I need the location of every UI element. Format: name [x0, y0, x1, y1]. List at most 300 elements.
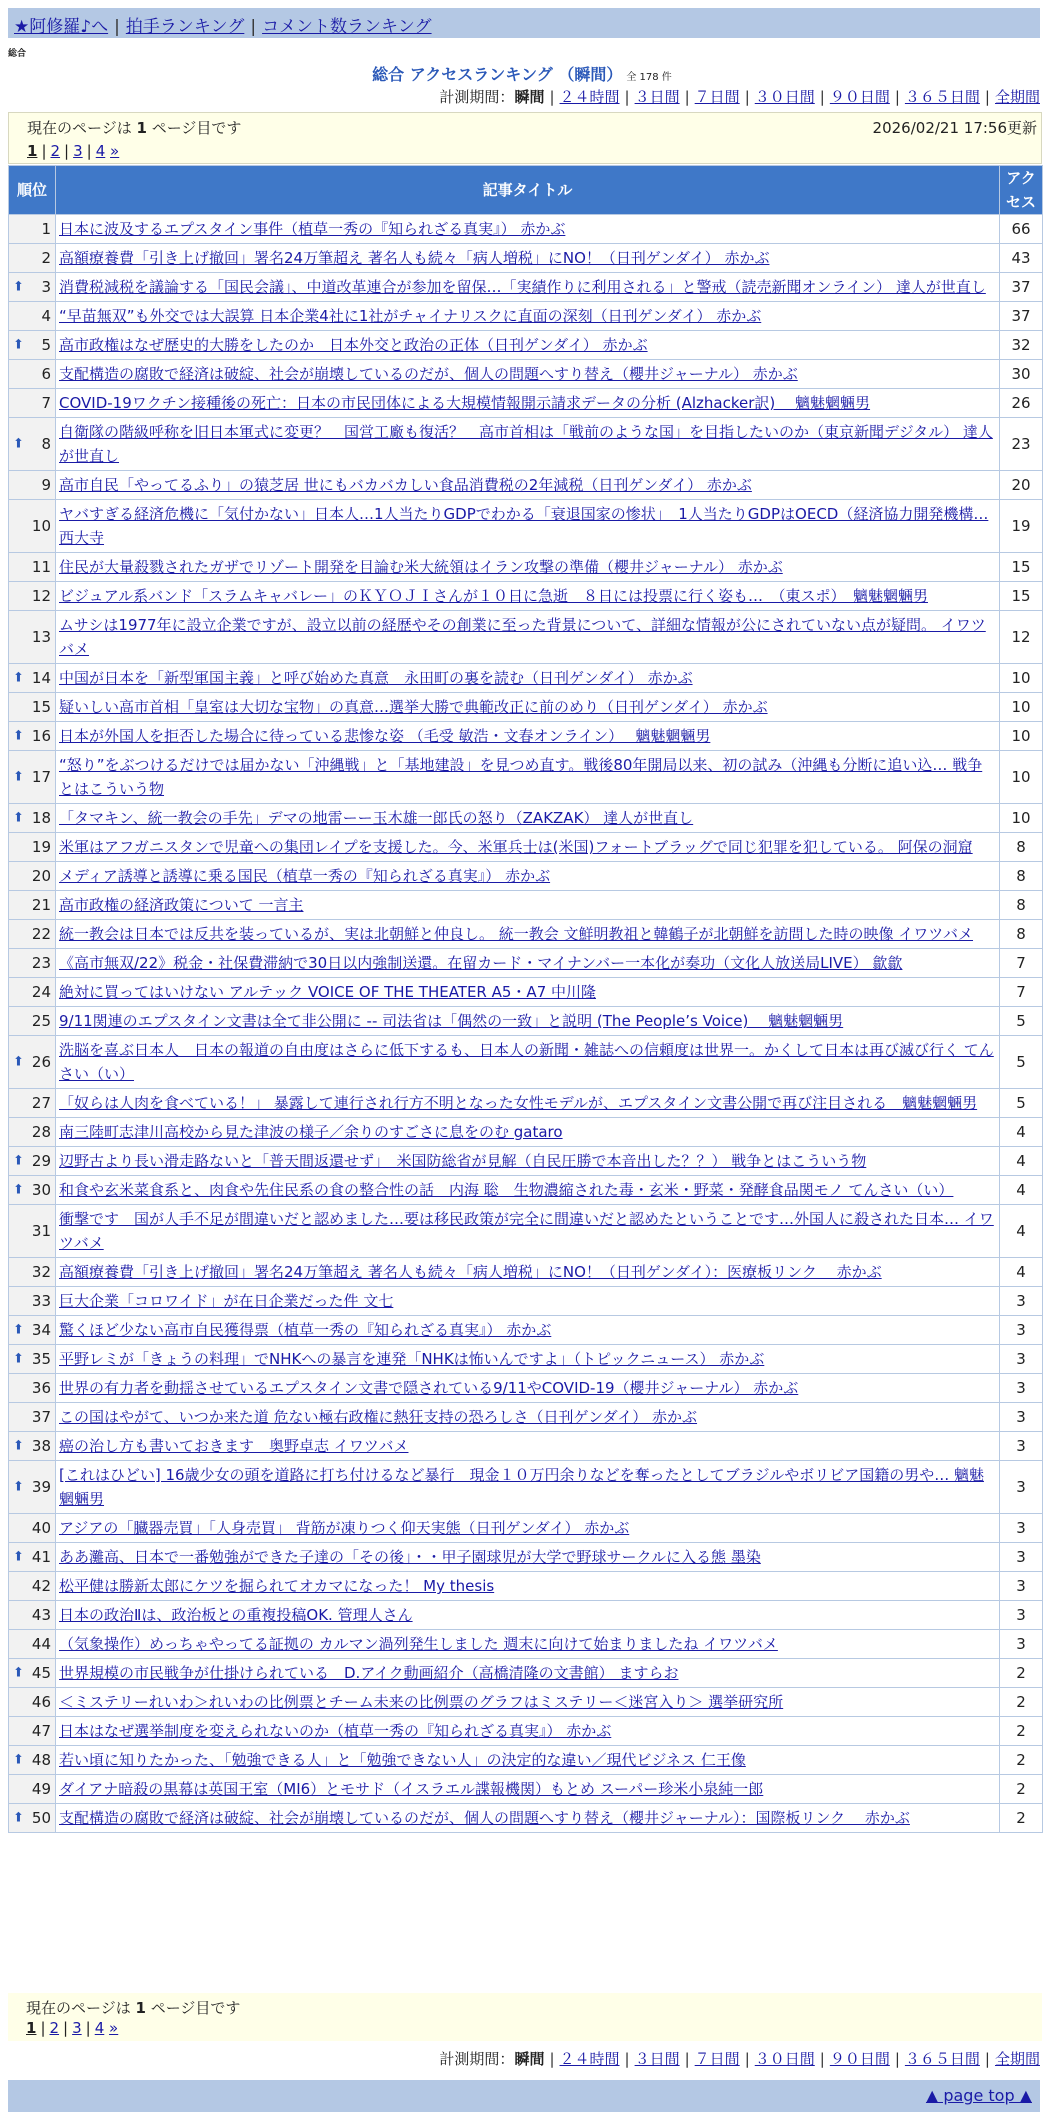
rank-cell [9, 418, 56, 471]
access-count: 3 [1000, 1403, 1043, 1432]
table-row [9, 582, 1043, 611]
rank-cell [9, 862, 56, 891]
rank-up-icon: ⬆ [13, 1322, 24, 1338]
title-cell [56, 360, 1000, 389]
rank-cell [9, 693, 56, 722]
title-cell [56, 1176, 1000, 1205]
rank-number: 47 [31, 1722, 51, 1740]
rank-number: 7 [41, 394, 51, 412]
rank-number: 16 [31, 727, 51, 745]
title-cell [56, 215, 1000, 244]
access-count: 10 [1000, 804, 1043, 833]
rank-cell [9, 1804, 56, 1833]
table-row [9, 722, 1043, 751]
period-label: 計測期間： [439, 2050, 515, 2068]
article-link[interactable]: 和食や玄米菜食系と、肉食や先住民系の食の整合性の話 内海 聡 生物濃縮された毒・玄米・野菜・発酵食品関モノ てんさい（い） [59, 1181, 954, 1199]
title-cell [56, 611, 1000, 664]
access-count: 3 [1000, 1543, 1043, 1572]
article-link[interactable]: 統一教会は日本では反共を装っているが、実は北朝鮮と仲良し。 統一教会 文鮮明教祖と韓鶴子が北朝鮮を訪問した時の映像 イワツバメ [59, 925, 974, 943]
article-link[interactable]: 南三陸町志津川高校から見た津波の様子／余りのすごさに息をのむ gataro [59, 1123, 563, 1141]
table-row [9, 978, 1043, 1007]
table-row [9, 751, 1043, 804]
rank-cell [9, 1659, 56, 1688]
access-count: 2 [1000, 1775, 1043, 1804]
article-link[interactable]: 支配構造の腐敗で経済は破綻、社会が崩壊しているのだが、個人の問題へすり替え（櫻井ジャーナル）：国際板リンク 赤かぶ [59, 1809, 910, 1827]
title-cell [56, 1287, 1000, 1316]
footer-bar [8, 2080, 1040, 2112]
table-row [9, 1316, 1043, 1345]
page-link[interactable]: 3 [72, 2019, 82, 2037]
article-link[interactable]: 自衛隊の階級呼称を旧日本軍式に変更？ 国営工廠も復活？ 高市首相は「戦前のような国」を目指したいのか（東京新聞デジタル） 達人が世直し [59, 423, 993, 465]
article-link[interactable]: 若い頃に知りたかった、「勉強できる人」と「勉強できない人」の決定的な違い／現代ビジネス 仁王像 [59, 1751, 746, 1769]
rank-number: 50 [31, 1809, 51, 1827]
section-tag: 総合 [8, 49, 27, 59]
table-row [9, 302, 1043, 331]
separator: | [984, 2050, 990, 2068]
article-link[interactable]: 「タマキン、統一教会の手先」デマの地雷ーー玉木雄一郎氏の怒り（ZAKZAK） 達人が世直し [59, 809, 694, 827]
title-cell [56, 751, 1000, 804]
table-row [9, 1205, 1043, 1258]
rank-cell [9, 1176, 56, 1205]
title-cell [56, 1205, 1000, 1258]
access-count: 37 [1000, 302, 1043, 331]
rank-number: 31 [31, 1222, 51, 1240]
rank-header: 順位 [9, 166, 56, 215]
table-row [9, 1601, 1043, 1630]
article-link[interactable]: ビジュアル系バンド「スラムキャバレー」のＫＹＯＪＩさんが１０日に急逝 ８日には投票に行く姿も… （東スポ） 魑魅魍魎男 [59, 587, 928, 605]
table-row [9, 215, 1043, 244]
article-link[interactable]: 衝撃です 国が人手不足が間違いだと認めました…要は移民政策が完全に間違いだと認めたということです…外国人に殺された日本… イワツバメ [59, 1210, 994, 1252]
pagination-bottom [26, 2019, 118, 2037]
period-option[interactable]: ９０日間 [829, 2050, 890, 2068]
access-count: 3 [1000, 1316, 1043, 1345]
rank-number: 14 [31, 669, 51, 687]
rank-number: 26 [31, 1053, 51, 1071]
rank-up-icon: ⬆ [13, 1054, 24, 1070]
article-link[interactable]: 「奴らは人肉を食べている！」 暴露して連行され行方不明となった女性モデルが、エプスタイン文書公開で再び注目される 魑魅魍魎男 [59, 1094, 978, 1112]
access-count: 3 [1000, 1630, 1043, 1659]
rank-cell [9, 1543, 56, 1572]
article-link[interactable]: アジアの「臓器売買」「人身売買」 背筋が凍りつく仰天実態（日刊ゲンダイ） 赤かぶ [59, 1519, 630, 1537]
rank-cell [9, 1514, 56, 1543]
updated-time: 2026/02/21 17:56更新 [872, 119, 1037, 137]
table-row [9, 1118, 1043, 1147]
rank-number: 34 [31, 1321, 51, 1339]
access-count: 10 [1000, 693, 1043, 722]
article-link[interactable]: ああ灘高、日本で一番勉強ができた子達の「その後」・・甲子園球児が大学で野球サークルに入る態 墨染 [59, 1548, 761, 1566]
rank-cell [9, 722, 56, 751]
article-link[interactable]: 日本の政治Ⅱは、政治板との重複投稿OK. 管理人さん [59, 1606, 413, 1624]
rank-number: 21 [31, 896, 51, 914]
access-count: 37 [1000, 273, 1043, 302]
access-count: 26 [1000, 389, 1043, 418]
rank-cell [9, 611, 56, 664]
article-link[interactable]: 日本はなぜ選挙制度を変えられないのか（植草一秀の『知られざる真実』） 赤かぶ [59, 1722, 612, 1740]
rank-cell [9, 1118, 56, 1147]
home-link[interactable]: ★阿修羅♪へ [14, 17, 109, 37]
table-row [9, 1717, 1043, 1746]
article-link[interactable]: 支配構造の腐敗で経済は破綻、社会が崩壊しているのだが、個人の問題へすり替え（櫻井ジャーナル） 赤かぶ [59, 365, 798, 383]
page-link[interactable]: 2 [50, 142, 61, 160]
table-header [9, 166, 1043, 215]
rank-up-icon: ⬆ [13, 670, 24, 686]
access-count: 5 [1000, 1089, 1043, 1118]
separator: | [85, 2019, 91, 2037]
article-link[interactable]: 辺野古より長い滑走路ないと「普天間返還せず」 米国防総省が見解（自民圧勝で本音出した？？） 戦争とはこういう物 [59, 1152, 867, 1170]
separator: | [63, 2019, 69, 2037]
period-option[interactable]: ３６５日間 [904, 2050, 980, 2068]
title-cell [56, 978, 1000, 1007]
rank-cell [9, 1205, 56, 1258]
access-count: 8 [1000, 862, 1043, 891]
page-info-top [8, 112, 1042, 164]
title-cell [56, 389, 1000, 418]
table-row [9, 553, 1043, 582]
access-count: 2 [1000, 1746, 1043, 1775]
title-cell [56, 1007, 1000, 1036]
access-count: 3 [1000, 1572, 1043, 1601]
table-row [9, 1345, 1043, 1374]
period-selector-bottom [439, 2048, 1040, 2069]
separator: | [64, 142, 70, 160]
title-cell [56, 862, 1000, 891]
next-page-link[interactable]: » [110, 142, 120, 160]
table-row [9, 1514, 1043, 1543]
article-link[interactable]: メディア誘導と誘導に乗る国民（植草一秀の『知られざる真実』） 赤かぶ [59, 867, 551, 885]
period-label: 計測期間： [439, 88, 515, 106]
period-option[interactable]: ２４時間 [559, 88, 620, 106]
access-count: 2 [1000, 1659, 1043, 1688]
access-count: 5 [1000, 1007, 1043, 1036]
rank-number: 42 [31, 1577, 51, 1595]
article-link[interactable]: 疑いしい高市首相「皇室は大切な宝物」の真意…選挙大勝で典範改正に前のめり（日刊ゲンダイ） 赤かぶ [59, 698, 768, 716]
period-selector-top [439, 86, 1040, 107]
rank-up-icon: ⬆ [13, 279, 24, 295]
separator: | [684, 2050, 690, 2068]
rank-cell [9, 664, 56, 693]
table-row [9, 1659, 1043, 1688]
table-row [9, 1688, 1043, 1717]
access-count: 4 [1000, 1205, 1043, 1258]
access-count: 19 [1000, 500, 1043, 553]
title-cell [56, 1345, 1000, 1374]
current-page-text: 現在のページは 1 ページ目です [26, 1999, 241, 2017]
article-link[interactable]: 驚くほど少ない高市自民獲得票（植草一秀の『知られざる真実』） 赤かぶ [59, 1321, 552, 1339]
article-link[interactable]: 癌の治し方も書いておきます 奥野卓志 イワツバメ [59, 1437, 409, 1455]
article-link[interactable]: COVID-19ワクチン接種後の死亡：日本の市民団体による大規模情報開示請求データの分析 (Alzhacker訳) 魑魅魍魎男 [59, 394, 871, 412]
article-link[interactable]: ヤバすぎる経済危機に「気付かない」日本人…1人当たりGDPでわかる「衰退国家の惨状」 1人当たりGDPはOECD（経済協力開発機構… 西大寺 [59, 505, 989, 547]
page-link[interactable]: 4 [95, 142, 106, 160]
period-option[interactable]: ２４時間 [559, 2050, 620, 2068]
rank-number: 37 [31, 1408, 51, 1426]
separator: | [40, 2019, 46, 2037]
rank-cell [9, 1432, 56, 1461]
article-link[interactable]: ダイアナ暗殺の黒幕は英国王室（MI6）とモサド（イスラエル諜報機関）もとめ スーパー珍米小泉純一郎 [59, 1780, 764, 1798]
page-link[interactable]: 3 [73, 142, 83, 160]
title-header: 記事タイトル [56, 166, 1000, 215]
table-row [9, 1746, 1043, 1775]
article-link[interactable]: 平野レミが「きょうの料理」でNHKへの暴言を連発「NHKは怖いんですよ」（トピックニュース） 赤かぶ [59, 1350, 765, 1368]
table-row [9, 664, 1043, 693]
table-row [9, 693, 1043, 722]
current-page: 1 [27, 142, 38, 160]
period-option[interactable]: ３０日間 [754, 2050, 815, 2068]
access-count: 4 [1000, 1147, 1043, 1176]
top-nav-bar [8, 8, 1040, 38]
table-row [9, 500, 1043, 553]
page-top-link[interactable]: ▲ page top ▲ [925, 2086, 1032, 2105]
rank-number: 29 [31, 1152, 51, 1170]
article-link[interactable]: 住民が大量殺戮されたガザでリゾート開発を目論む米大統領はイラン攻撃の準備（櫻井ジャーナル） 赤かぶ [59, 558, 783, 576]
rank-number: 22 [31, 925, 51, 943]
page-link[interactable]: 2 [49, 2019, 60, 2037]
article-link[interactable]: [これはひどい] 16歳少女の頭を道路に打ち付けるなど暴行 現金１０万円余りなどを奪ったとしてブラジルやボリビア国籍の男や… 魑魅魍魎男 [59, 1466, 984, 1508]
period-option[interactable]: ９０日間 [829, 88, 890, 106]
table-row [9, 1374, 1043, 1403]
access-count: 3 [1000, 1374, 1043, 1403]
rank-up-icon: ⬆ [13, 337, 24, 353]
article-link[interactable]: “早苗無双”も外交では大誤算 日本企業4社に1社がチャイナリスクに直面の深刻（日刊ゲンダイ） 赤かぶ [59, 307, 762, 325]
article-link[interactable]: 松平健は勝新太郎にケツを掘られてオカマになった！ My thesis [59, 1577, 495, 1595]
separator: | [41, 142, 47, 160]
rank-up-icon: ⬆ [13, 1665, 24, 1681]
article-link[interactable]: ムサシは1977年に設立企業ですが、設立以前の経歴やその創業に至った背景について、詳細な情報が公にされていない点が疑問。 イワツバメ [59, 616, 986, 658]
article-link[interactable]: 消費税減税を議論する「国民会議」、中道改革連合が参加を留保…「実績作りに利用される」と警戒（読売新聞オンライン） 達人が世直し [59, 278, 986, 296]
period-option[interactable]: ７日間 [694, 2050, 740, 2068]
rank-cell [9, 1089, 56, 1118]
article-link[interactable]: 巨大企業「コロワイド」が在日企業だった件 文七 [59, 1292, 394, 1310]
title-cell [56, 244, 1000, 273]
title-cell [56, 582, 1000, 611]
access-count: 12 [1000, 611, 1043, 664]
rank-number: 28 [31, 1123, 51, 1141]
article-link[interactable]: 日本が外国人を拒否した場合に待っている悲惨な姿 （毛受 敏浩・文春オンライン） 魑魅魍魎男 [59, 727, 711, 745]
title-cell [56, 1659, 1000, 1688]
period-option[interactable]: ３６５日間 [904, 88, 980, 106]
period-option[interactable]: ３日間 [634, 2050, 680, 2068]
title-cell [56, 1514, 1000, 1543]
rank-number: 13 [31, 628, 51, 646]
title-cell [56, 1572, 1000, 1601]
table-row [9, 244, 1043, 273]
table-row [9, 471, 1043, 500]
article-link[interactable]: 洗脳を喜ぶ日本人 日本の報道の自由度はさらに低下するも、日本人の新聞・雑誌への信頼度は世界一。かくして日本は再び滅び行く てんさい（い） [59, 1041, 994, 1083]
page-link[interactable]: 4 [94, 2019, 105, 2037]
rank-cell [9, 244, 56, 273]
article-link[interactable]: この国はやがて、いつか来た道 危ない極右政権に熱狂支持の恐ろしさ（日刊ゲンダイ） 赤かぶ [59, 1408, 698, 1426]
rank-number: 39 [31, 1478, 51, 1496]
rank-up-icon: ⬆ [13, 1479, 24, 1495]
rank-number: 20 [31, 867, 51, 885]
access-count: 8 [1000, 833, 1043, 862]
rank-number: 44 [31, 1635, 51, 1653]
access-count: 2 [1000, 1717, 1043, 1746]
rank-cell [9, 949, 56, 978]
rank-number: 41 [31, 1548, 51, 1566]
rank-cell [9, 1601, 56, 1630]
rank-cell [9, 1630, 56, 1659]
article-link[interactable]: 高市政権の経済政策について 一言主 [59, 896, 304, 914]
access-count: 15 [1000, 582, 1043, 611]
rank-cell [9, 1374, 56, 1403]
rank-cell [9, 389, 56, 418]
rank-number: 4 [41, 307, 51, 325]
access-count: 7 [1000, 949, 1043, 978]
period-option[interactable]: 全期間 [994, 2050, 1040, 2068]
rank-cell [9, 1007, 56, 1036]
period-option: 瞬間 [514, 88, 545, 106]
item-count: 全 178 件 [626, 72, 672, 83]
title-cell [56, 273, 1000, 302]
rank-cell [9, 1572, 56, 1601]
rank-cell [9, 331, 56, 360]
article-link[interactable]: 日本に波及するエプスタイン事件（植草一秀の『知られざる真実』） 赤かぶ [59, 220, 566, 238]
article-link[interactable]: “怒り”をぶつけるだけでは届かない「沖縄戦」と「基地建設」を見つめ直す。戦後80年開局以来、初の試み（沖縄も分断に追い込… 戦争とはこういう物 [59, 756, 983, 798]
title-cell [56, 1374, 1000, 1403]
access-count: 10 [1000, 751, 1043, 804]
separator: | [684, 88, 690, 106]
rank-number: 40 [31, 1519, 51, 1537]
title-cell [56, 1118, 1000, 1147]
rank-cell [9, 582, 56, 611]
rank-number: 45 [31, 1664, 51, 1682]
rank-cell [9, 1147, 56, 1176]
access-count: 2 [1000, 1688, 1043, 1717]
article-link[interactable]: 世界の有力者を動揺させているエプスタイン文書で隠されている9/11やCOVID-19（櫻井ジャーナル） 赤かぶ [59, 1379, 799, 1397]
access-count: 5 [1000, 1036, 1043, 1089]
separator: | [114, 17, 120, 37]
table-row [9, 833, 1043, 862]
article-link[interactable]: 《高市無双/22》税金・社保費滞納で30日以内強制送還。在留カード・マイナンバー一本化が奏功（文化人放送局LIVE） 歙歙 [59, 954, 903, 972]
rank-number: 6 [41, 365, 51, 383]
rank-cell [9, 1403, 56, 1432]
access-count: 3 [1000, 1461, 1043, 1514]
ranking-table [8, 165, 1043, 1833]
title-cell [56, 331, 1000, 360]
article-link[interactable]: 絶対に買ってはいけない アルテック VOICE OF THE THEATER A5・A7 中川隆 [59, 983, 596, 1001]
table-row [9, 862, 1043, 891]
rank-cell [9, 978, 56, 1007]
access-count: 8 [1000, 891, 1043, 920]
article-link[interactable]: 米軍はアフガニスタンで児童への集団レイプを支援した。今、米軍兵士は(米国)フォートブラッグで同じ犯罪を犯している。 阿保の洞窟 [59, 838, 973, 856]
table-row [9, 891, 1043, 920]
article-link[interactable]: （気象操作）めっちゃやってる証拠の カルマン渦列発生しました 週末に向けて始まりましたね イワツバメ [59, 1635, 778, 1653]
table-row [9, 389, 1043, 418]
rank-cell [9, 833, 56, 862]
article-link[interactable]: 高額療養費「引き上げ撤回」署名24万筆超え 著名人も続々「病人増税」にNO！（日刊ゲンダイ）：医療板リンク 赤かぶ [59, 1263, 882, 1281]
rank-cell [9, 302, 56, 331]
separator: | [984, 88, 990, 106]
table-row [9, 360, 1043, 389]
table-row [9, 1775, 1043, 1804]
separator: | [549, 2050, 555, 2068]
period-option[interactable]: 全期間 [994, 88, 1040, 106]
access-count: 20 [1000, 471, 1043, 500]
clap-ranking-link[interactable]: 拍手ランキング [125, 17, 245, 37]
article-link[interactable]: ＜ミステリーれいわ＞れいわの比例票とチーム未来の比例票のグラフはミステリー＜迷宮入り＞ 選挙研究所 [59, 1693, 784, 1711]
rank-up-icon: ⬆ [13, 769, 24, 785]
article-link[interactable]: 9/11関連のエプスタイン文書は全て非公開に -- 司法省は「偶然の一致」と説明 (The People’s Voice) 魑魅魍魎男 [59, 1012, 844, 1030]
title-cell [56, 1804, 1000, 1833]
title-cell [56, 553, 1000, 582]
table-row [9, 1432, 1043, 1461]
access-count: 3 [1000, 1287, 1043, 1316]
rank-cell [9, 500, 56, 553]
table-row [9, 804, 1043, 833]
title-cell [56, 500, 1000, 553]
pagination-top [27, 142, 119, 160]
period-option[interactable]: ７日間 [694, 88, 740, 106]
rank-number: 1 [41, 220, 51, 238]
rank-up-icon: ⬆ [13, 1810, 24, 1826]
article-link[interactable]: 高市自民「やってるふり」の猿芝居 世にもバカバカしい食品消費税の2年減税（日刊ゲンダイ） 赤かぶ [59, 476, 752, 494]
access-count: 10 [1000, 722, 1043, 751]
title-cell [56, 833, 1000, 862]
title-cell [56, 471, 1000, 500]
article-link[interactable]: 中国が日本を「新型軍国主義」と呼び始めた真意 永田町の裏を読む（日刊ゲンダイ） 赤かぶ [59, 669, 693, 687]
rank-number: 12 [31, 587, 51, 605]
rank-number: 2 [41, 249, 51, 267]
table-row [9, 1036, 1043, 1089]
title-cell [56, 664, 1000, 693]
article-link[interactable]: 世界規模の市民戦争が仕掛けられている D.アイク動画紹介（高橋清隆の文書館） ますらお [59, 1664, 679, 1682]
rank-up-icon: ⬆ [13, 1351, 24, 1367]
table-row [9, 1089, 1043, 1118]
rank-number: 35 [31, 1350, 51, 1368]
table-row [9, 1572, 1043, 1601]
article-link[interactable]: 高市政権はなぜ歴史的大勝をしたのか 日本外交と政治の正体（日刊ゲンダイ） 赤かぶ [59, 336, 648, 354]
rank-number: 27 [31, 1094, 51, 1112]
rank-cell [9, 553, 56, 582]
rank-number: 49 [31, 1780, 51, 1798]
period-option[interactable]: ３日間 [634, 88, 680, 106]
title-cell [56, 891, 1000, 920]
rank-up-icon: ⬆ [13, 1752, 24, 1768]
table-row [9, 1804, 1043, 1833]
rank-up-icon: ⬆ [13, 1549, 24, 1565]
rank-up-icon: ⬆ [13, 1182, 24, 1198]
separator: | [624, 88, 630, 106]
rank-number: 15 [31, 698, 51, 716]
rank-number: 10 [31, 517, 51, 535]
comment-ranking-link[interactable]: コメント数ランキング [262, 17, 432, 37]
table-row [9, 331, 1043, 360]
table-row [9, 611, 1043, 664]
title-cell [56, 1316, 1000, 1345]
separator: | [894, 2050, 900, 2068]
rank-up-icon: ⬆ [13, 1438, 24, 1454]
table-row [9, 1147, 1043, 1176]
rank-cell [9, 891, 56, 920]
rank-up-icon: ⬆ [13, 1153, 24, 1169]
next-page-link[interactable]: » [109, 2019, 119, 2037]
access-count: 32 [1000, 331, 1043, 360]
title-cell [56, 949, 1000, 978]
title-cell [56, 693, 1000, 722]
rank-cell [9, 751, 56, 804]
title-cell [56, 804, 1000, 833]
rank-up-icon: ⬆ [13, 436, 24, 452]
table-row [9, 273, 1043, 302]
rank-up-icon: ⬆ [13, 810, 24, 826]
title-cell [56, 1403, 1000, 1432]
article-link[interactable]: 高額療養費「引き上げ撤回」署名24万筆超え 著名人も続々「病人増税」にNO！（日刊ゲンダイ） 赤かぶ [59, 249, 770, 267]
period-option[interactable]: ３０日間 [754, 88, 815, 106]
current-page: 1 [26, 2019, 37, 2037]
access-count: 10 [1000, 664, 1043, 693]
table-row [9, 1007, 1043, 1036]
table-row [9, 1176, 1043, 1205]
